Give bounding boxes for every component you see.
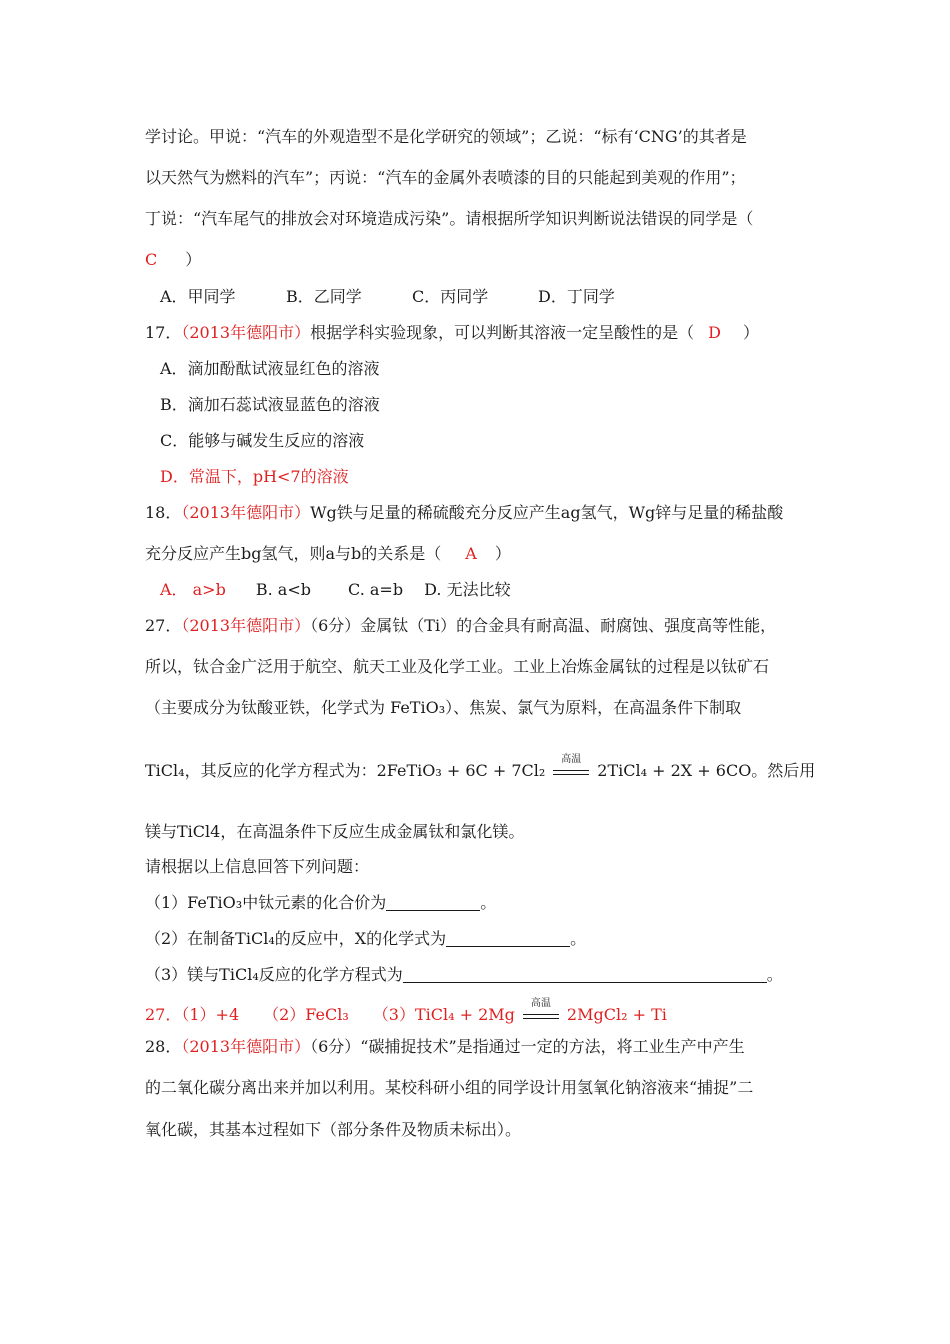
q16-line-3: 丁说：“汽车尾气的排放会对环境造成污染”。请根据所学知识判断说法错误的同学是（	[145, 209, 754, 228]
q17-close-paren: ）	[742, 323, 759, 342]
q17-text: 根据学科实验现象，可以判断其溶液一定呈酸性的是（	[310, 323, 695, 342]
q27-line-6: 请根据以上信息回答下列问题：	[145, 857, 370, 876]
q18-number: 18．	[145, 503, 182, 522]
q16-option-b: B．乙同学	[286, 287, 362, 306]
equal-bar-top	[523, 1014, 559, 1015]
q18-options-rest: B. a<b C. a=b D. 无法比较	[255, 580, 511, 599]
q27-part-3: （3）镁与TiCl₄反应的化学方程式为 。	[145, 965, 783, 984]
q18-source: （2013年德阳市）	[181, 503, 311, 522]
q28-line-2: 的二氧化碳分离出来并加以利用。某校科研小组的同学设计用氢氧化钠溶液来“捕捉”二	[145, 1078, 754, 1097]
q27-line-2: 所以，钛合金广泛用于航空、航天工业及化学工业。工业上冶炼金属钛的过程是以钛矿石	[145, 657, 770, 676]
answer-blank[interactable]	[446, 930, 570, 947]
q27-answer	[145, 997, 667, 1026]
q28-line-1	[145, 1037, 745, 1057]
q27-answer-right: 2MgCl₂ + Ti	[566, 1005, 667, 1024]
condition-label: 高温	[561, 753, 582, 765]
q18-stem-2	[145, 544, 511, 564]
q18-options	[160, 580, 511, 600]
q16-option-c: C．丙同学	[412, 287, 489, 306]
q27-equation-right: 2TiCl₄ + 2X + 6CO。然后用	[597, 761, 816, 780]
q27-answer-left: 27．（1）+4 （2）FeCl₃ （3）TiCl₄ + 2Mg	[145, 1005, 515, 1024]
q16-answer-line	[145, 250, 201, 270]
q27-part-2: （2）在制备TiCl₄的反应中，X的化学式为 。	[145, 929, 587, 948]
q18-option-a: A． a>b	[160, 580, 226, 599]
q28-text-1: （6分）“碳捕捉技术”是指通过一定的方法，将工业生产中产生	[310, 1037, 745, 1056]
q17-answer: D	[708, 323, 721, 342]
q16-option-d: D．丁同学	[538, 287, 615, 306]
equal-bar-bottom	[553, 774, 589, 775]
equal-bar-top	[553, 770, 589, 771]
reaction-condition	[521, 997, 561, 1026]
q27-line-3: （主要成分为钛酸亚铁，化学式为 FeTiO₃）、焦炭、氯气为原料，在高温条件下制取	[145, 698, 742, 717]
q16-line-2: 以天然气为燃料的汽车”；丙说：“汽车的金属外表喷漆的目的只能起到美观的作用”；	[145, 168, 746, 187]
q28-source: （2013年德阳市）	[181, 1037, 311, 1056]
q18-answer: A	[465, 544, 477, 563]
q27-source: （2013年德阳市）	[181, 616, 311, 635]
equal-bar-bottom	[523, 1018, 559, 1019]
q17-option-d: D．常温下，pH<7的溶液	[160, 467, 349, 486]
q17-option-b: B．滴加石蕊试液显蓝色的溶液	[160, 395, 380, 414]
q18-text-2: 充分反应产生bg氢气，则a与b的关系是（	[145, 544, 442, 563]
q28-number: 28．	[145, 1037, 182, 1056]
q17-stem	[145, 323, 759, 343]
q16-close-paren: ）	[185, 250, 202, 269]
q28-line-3: 氧化碳，其基本过程如下（部分条件及物质未标出）。	[145, 1120, 522, 1139]
q17-option-c: C．能够与碱发生反应的溶液	[160, 431, 365, 450]
q17-option-a: A．滴加酚酞试液显红色的溶液	[160, 359, 380, 378]
q18-text: Wg铁与足量的稀硫酸充分反应产生ag氢气，Wg锌与足量的稀盐酸	[310, 503, 784, 522]
q16-line-1: 学讨论。甲说：“汽车的外观造型不是化学研究的领域”；乙说：“标有‘CNG’的其者是	[145, 127, 747, 146]
q27-part-1: （1）FeTiO₃中钛元素的化合价为 。	[145, 893, 497, 912]
q27-line-1	[145, 616, 776, 636]
q27-text-1: （6分）金属钛（Ti）的合金具有耐高温、耐腐蚀、强度高等性能，	[310, 616, 777, 635]
q17-source: （2013年德阳市）	[181, 323, 311, 342]
q17-number: 17．	[145, 323, 182, 342]
q27-line-5: 镁与TiCl4，在高温条件下反应生成金属钛和氯化镁。	[145, 822, 525, 841]
q16-options	[160, 287, 615, 307]
q16-answer: C	[145, 250, 158, 269]
q16-option-a: A．甲同学	[160, 287, 236, 306]
reaction-condition	[551, 753, 591, 782]
q27-number: 27．	[145, 616, 182, 635]
condition-label: 高温	[530, 997, 551, 1009]
answer-blank[interactable]	[386, 894, 480, 911]
q18-close-paren: ）	[494, 544, 511, 563]
answer-blank[interactable]	[403, 966, 767, 983]
q27-equation-left: TiCl₄，其反应的化学方程式为：2FeTiO₃ + 6C + 7Cl₂	[145, 761, 546, 780]
q27-equation	[145, 753, 816, 782]
q18-stem-1	[145, 503, 783, 523]
